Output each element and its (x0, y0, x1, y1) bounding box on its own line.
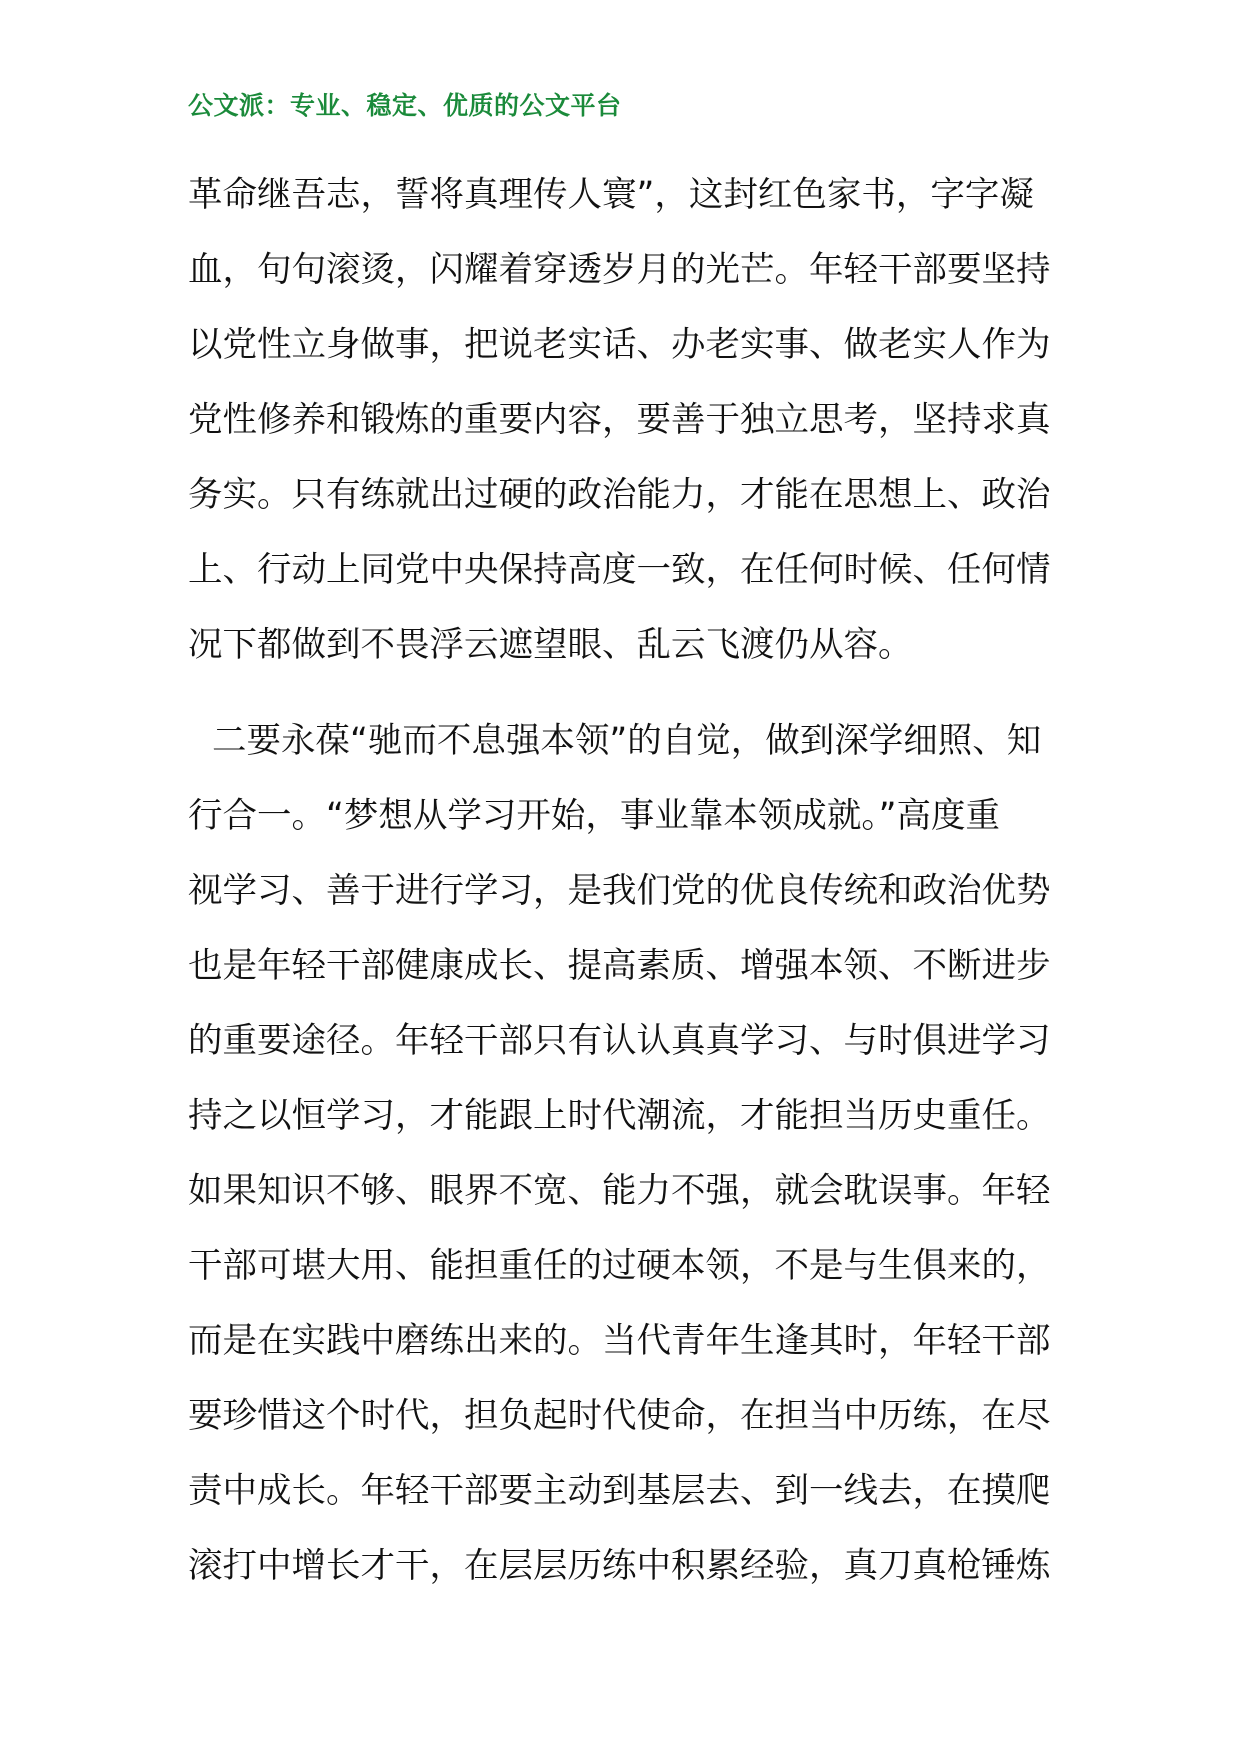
paragraph-line: 如果知识不够、眼界不宽、能力不强，就会耽误事。年轻 (188, 1171, 1051, 1211)
paragraph-line: 以党性立身做事，把说老实话、办老实事、做老实人作为 (188, 325, 1051, 365)
header-title: 公文派：专业、稳定、优质的公文平台 (188, 91, 622, 120)
paragraph-line: 行合一。“梦想从学习开始，事业靠本领成就。”高度重 (188, 796, 1000, 836)
paragraph-1 (188, 158, 1068, 683)
paragraph-line: 也是年轻干部健康成长、提高素质、增强本领、不断进步 (188, 946, 1051, 986)
paragraph-line: 党性修养和锻炼的重要内容，要善于独立思考，坚持求真 (188, 400, 1051, 440)
paragraph-line: 而是在实践中磨练出来的。当代青年生逢其时，年轻干部 (188, 1321, 1051, 1361)
paragraph-line: 视学习、善于进行学习，是我们党的优良传统和政治优势 (188, 871, 1051, 911)
paragraph-line: 责中成长。年轻干部要主动到基层去、到一线去，在摸爬 (188, 1471, 1051, 1511)
paragraph-line: 况下都做到不畏浮云遮望眼、乱云飞渡仍从容。 (188, 625, 913, 665)
paragraph-line: 血，句句滚烫，闪耀着穿透岁月的光芒。年轻干部要坚持 (188, 250, 1051, 290)
paragraph-line: 二要永葆“驰而不息强本领”的自觉，做到深学细照、知 (212, 721, 1042, 761)
paragraph-line: 干部可堪大用、能担重任的过硬本领，不是与生俱来的， (188, 1246, 1051, 1286)
paragraph-line: 务实。只有练就出过硬的政治能力，才能在思想上、政治 (188, 475, 1051, 515)
paragraph-line: 要珍惜这个时代，担负起时代使命，在担当中历练，在尽 (188, 1396, 1051, 1436)
paragraph-line: 持之以恒学习，才能跟上时代潮流，才能担当历史重任。 (188, 1096, 1051, 1136)
paragraph-2 (188, 704, 1068, 1604)
paragraph-line: 的重要途径。年轻干部只有认认真真学习、与时俱进学习 (188, 1021, 1051, 1061)
paragraph-line: 上、行动上同党中央保持高度一致，在任何时候、任何情 (188, 550, 1051, 590)
paragraph-line: 滚打中增长才干，在层层历练中积累经验，真刀真枪锤炼 (188, 1546, 1051, 1586)
paragraph-line: 革命继吾志，誓将真理传人寰”，这封红色家书，字字凝 (188, 175, 1034, 215)
